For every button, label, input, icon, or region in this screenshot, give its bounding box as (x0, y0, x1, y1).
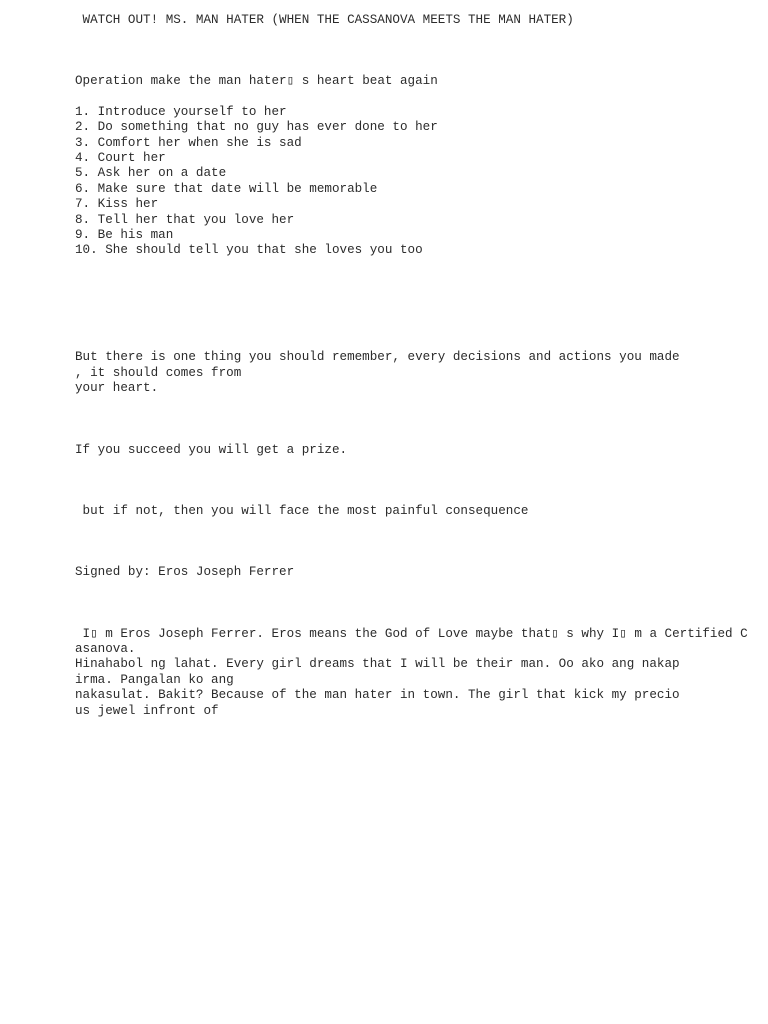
narrative-line-6: us jewel infront of (75, 704, 219, 718)
narrative-line-1: I▯ m Eros Joseph Ferrer. Eros means the God of Love maybe that▯ s why I▯ m a Certified C (75, 627, 748, 641)
signature-line: Signed by: Eros Joseph Ferrer (75, 565, 295, 579)
step-item-4: 4. Court her (75, 151, 166, 165)
reminder-line-1: But there is one thing you should remember, every decisions and actions you made (75, 350, 680, 364)
step-item-5: 5. Ask her on a date (75, 166, 227, 180)
consequence-line: but if not, then you will face the most painful consequence (75, 504, 529, 518)
narrative-line-4: irma. Pangalan ko ang (75, 673, 234, 687)
operation-heading: Operation make the man hater▯ s heart beat again (75, 74, 438, 88)
prize-line: If you succeed you will get a prize. (75, 443, 348, 457)
reminder-line-2: , it should comes from (75, 366, 242, 380)
narrative-line-2: asanova. (75, 642, 136, 656)
step-item-10: 10. She should tell you that she loves you too (75, 243, 423, 257)
narrative-line-3: Hinahabol ng lahat. Every girl dreams that I will be their man. Oo ako ang nakap (75, 657, 680, 671)
reminder-line-3: your heart. (75, 381, 159, 395)
step-item-1: 1. Introduce yourself to her (75, 105, 287, 119)
step-item-6: 6. Make sure that date will be memorable (75, 182, 378, 196)
step-item-7: 7. Kiss her (75, 197, 159, 211)
step-item-8: 8. Tell her that you love her (75, 213, 295, 227)
step-item-9: 9. Be his man (75, 228, 174, 242)
narrative-line-5: nakasulat. Bakit? Because of the man hater in town. The girl that kick my precio (75, 688, 680, 702)
step-item-3: 3. Comfort her when she is sad (75, 136, 302, 150)
step-item-2: 2. Do something that no guy has ever done to her (75, 120, 438, 134)
document-title: WATCH OUT! MS. MAN HATER (WHEN THE CASSANOVA MEETS THE MAN HATER) (75, 13, 574, 27)
